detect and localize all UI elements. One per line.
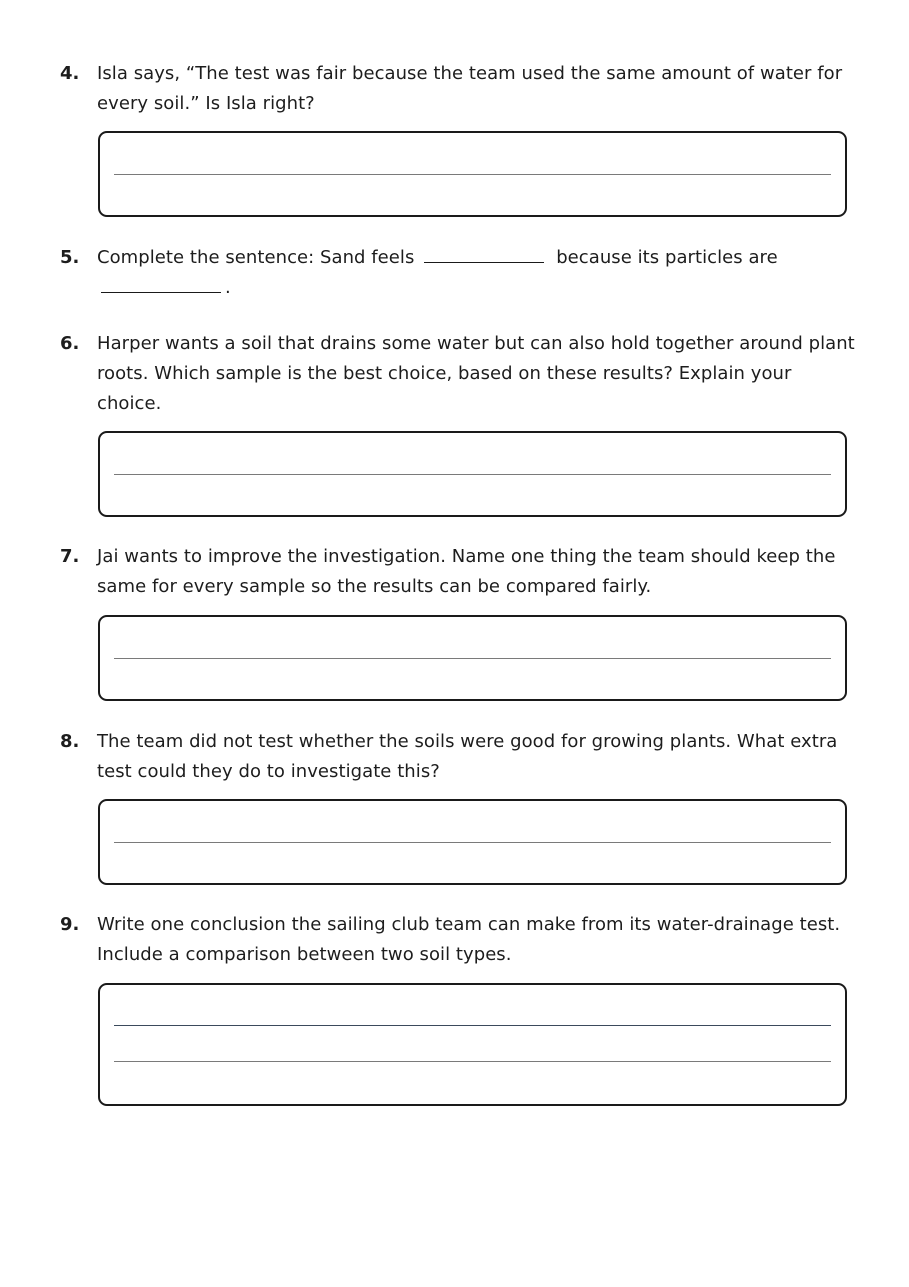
question-text: Jai wants to improve the investigation. Name one thing the team should keep the same for every sample so the results can be compared fairly. (97, 546, 836, 597)
answer-box-6[interactable] (98, 431, 847, 517)
question-text: Isla says, “The test was fair because the team used the same amount of water for every soil.” Is Isla right? (97, 63, 843, 114)
answer-line (114, 474, 831, 475)
question-number: 6. (60, 333, 80, 354)
question-number: 7. (60, 546, 80, 567)
question-number: 8. (60, 731, 80, 752)
question-number: 4. (60, 63, 80, 84)
sentence-part-1: Complete the sentence: Sand feels (97, 247, 415, 268)
answer-box-7[interactable] (98, 615, 847, 701)
sentence-end: . (225, 277, 231, 298)
question-number: 9. (60, 914, 80, 935)
question-number: 5. (60, 247, 80, 268)
answer-line (114, 1025, 831, 1026)
answer-line (114, 1061, 831, 1062)
sentence-part-2: because its particles are (556, 247, 778, 268)
question-text: Write one conclusion the sailing club team can make from its water-drainage test. Include a comparison between two soil types. (97, 914, 841, 965)
answer-box-4[interactable] (98, 131, 847, 217)
fill-in-blank-1[interactable] (424, 244, 544, 263)
answer-line (114, 658, 831, 659)
answer-box-8[interactable] (98, 799, 847, 885)
fill-in-blank-2[interactable] (101, 274, 221, 293)
answer-box-9[interactable] (98, 983, 847, 1106)
answer-line (114, 174, 831, 175)
question-text: The team did not test whether the soils were good for growing plants. What extra test could they do to investigate this? (97, 731, 838, 782)
question-text: Harper wants a soil that drains some water but can also hold together around plant roots. Which sample is the best choice, based on these results? Explain your choice. (97, 333, 855, 414)
question-text (97, 243, 857, 303)
answer-line (114, 842, 831, 843)
